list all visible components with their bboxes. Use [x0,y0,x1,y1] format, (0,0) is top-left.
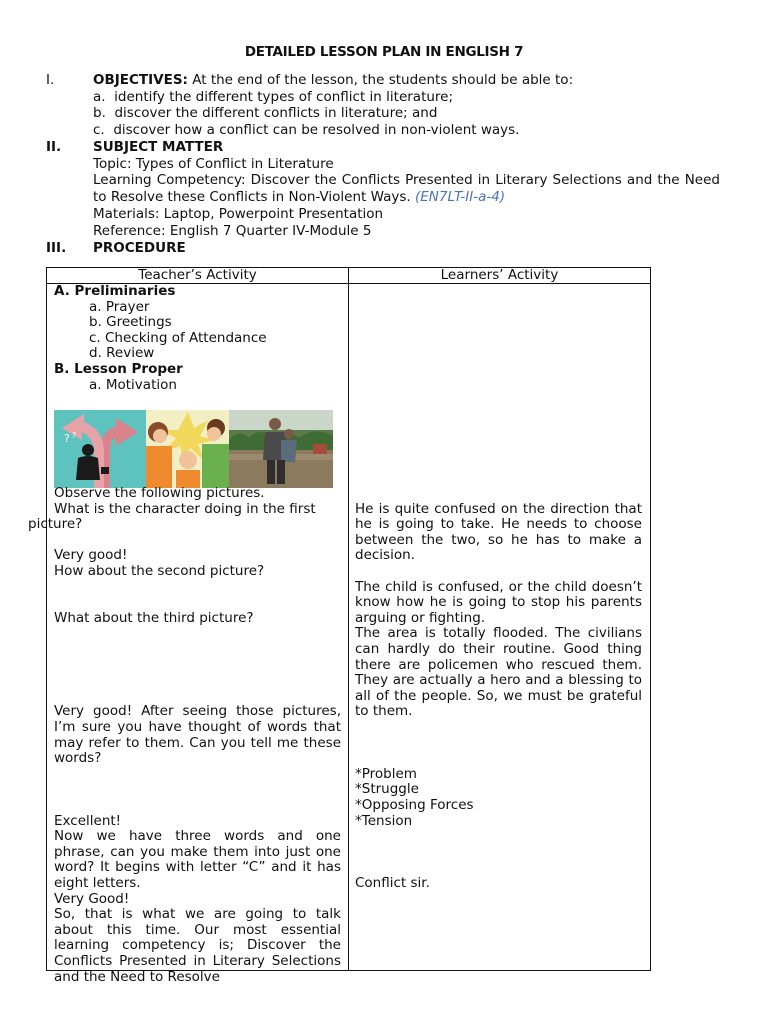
learners-activity-cell [349,284,651,971]
answer-word: *Opposing Forces [355,797,474,813]
motivation-label: a. Motivation [89,376,177,393]
activity-table [28,267,651,985]
objective-letter: c. [93,122,105,138]
praise-excellent: Excellent! [54,812,122,829]
objective-text: identify the different types of conflict in literature; [114,89,454,105]
learners-activity-header: Learners’ Activity [349,268,651,284]
answer-first-picture: He is quite confused on the direction that he is going to take. He needs to choose between the two, so he has to make a decision. [355,500,642,564]
svg-text:?: ? [72,431,77,440]
learning-competency [93,172,720,205]
objective-item [93,122,519,138]
competency-code: (EN7LT-II-a-4) [414,188,506,205]
answer-second-picture: The child is confused, or the child doesn’t know how he is going to stop his parents arguing or fighting. [355,578,642,626]
objectives-line [93,72,573,88]
objective-letter: b. [93,105,106,121]
section-number-subject-matter: II. [46,139,62,155]
question-first-picture: What is the character doing in the first [54,500,316,517]
answer-conflict: Conflict sir. [355,875,430,891]
lesson-proper-heading: B. Lesson Proper [54,361,183,377]
teacher-activity-header: Teacher’s Activity [47,268,349,284]
combine-words-prompt: Now we have three words and one phrase, can you make them into just one word? It begins with letter “C” and it has eight letters. [54,828,341,891]
materials-line: Materials: Laptop, Powerpoint Presentation [93,206,384,222]
objective-item [93,105,437,121]
competency-intro: So, that is what we are going to talk about this time. Our most essential learning competency is; Discover the Conflicts Presented in Literary Selections and the Need to Resolve [54,906,341,985]
section-number-procedure: III. [46,240,67,256]
answer-word: *Problem [355,765,417,782]
question-third-picture: What about the third picture? [54,609,254,626]
words-prompt: Very good! After seeing those pictures, I’m sure you have thought of words that may refer to them. Can you tell me these words? [54,703,341,767]
praise-very-good-2: Very Good! [54,890,130,907]
objective-text: discover the different conflicts in literature; and [114,105,438,121]
prelim-item: d. Review [89,345,155,362]
svg-text:?: ? [64,432,70,445]
teacher-activity-cell [28,283,349,985]
procedure-heading: PROCEDURE [93,240,186,256]
praise-very-good: Very good! [54,547,128,564]
objectives-intro: At the end of the lesson, the students should be able to: [187,72,574,88]
objective-letter: a. [93,89,106,105]
topic-line: Topic: Types of Conflict in Literature [93,156,334,172]
question-second-picture: How about the second picture? [54,563,265,579]
subject-matter-heading: SUBJECT MATTER [93,139,224,155]
picture-confused-direction [54,410,146,488]
objective-item [93,89,453,105]
objectives-heading: OBJECTIVES: [93,72,188,88]
reference-line: Reference: English 7 Quarter IV-Module 5 [93,223,372,239]
question-first-picture-cont: picture? [28,516,83,533]
answer-word: *Struggle [355,781,419,798]
picture-arguing-parents [146,410,229,488]
prelim-item: a. Prayer [89,298,150,315]
answer-word: *Tension [355,812,413,829]
observe-instruction: Observe the following pictures. [54,485,265,501]
objective-text: discover how a conflict can be resolved in non-violent ways. [113,122,520,138]
answer-third-picture: The area is totally flooded. The civilians can hardly do their routine. Good thing there are policemen who rescued them. They are actually a hero and a blessing to all of the people. So, we must be grateful to them. [355,625,642,720]
table-row [47,284,651,971]
prelim-item: c. Checking of Attendance [89,329,267,346]
table-header-row [47,268,651,284]
competency-text: Learning Competency: Discover the Conflicts Presented in Literary Selections and the Need to Resolve these Conflicts in Non-Violent Ways. [93,172,720,205]
picture-flood-rescue [229,410,333,488]
prelim-item: b. Greetings [89,314,172,331]
section-number-objectives: I. [46,72,55,88]
document-title: DETAILED LESSON PLAN IN ENGLISH 7 [244,44,524,60]
preliminaries-heading: A. Preliminaries [54,283,176,299]
